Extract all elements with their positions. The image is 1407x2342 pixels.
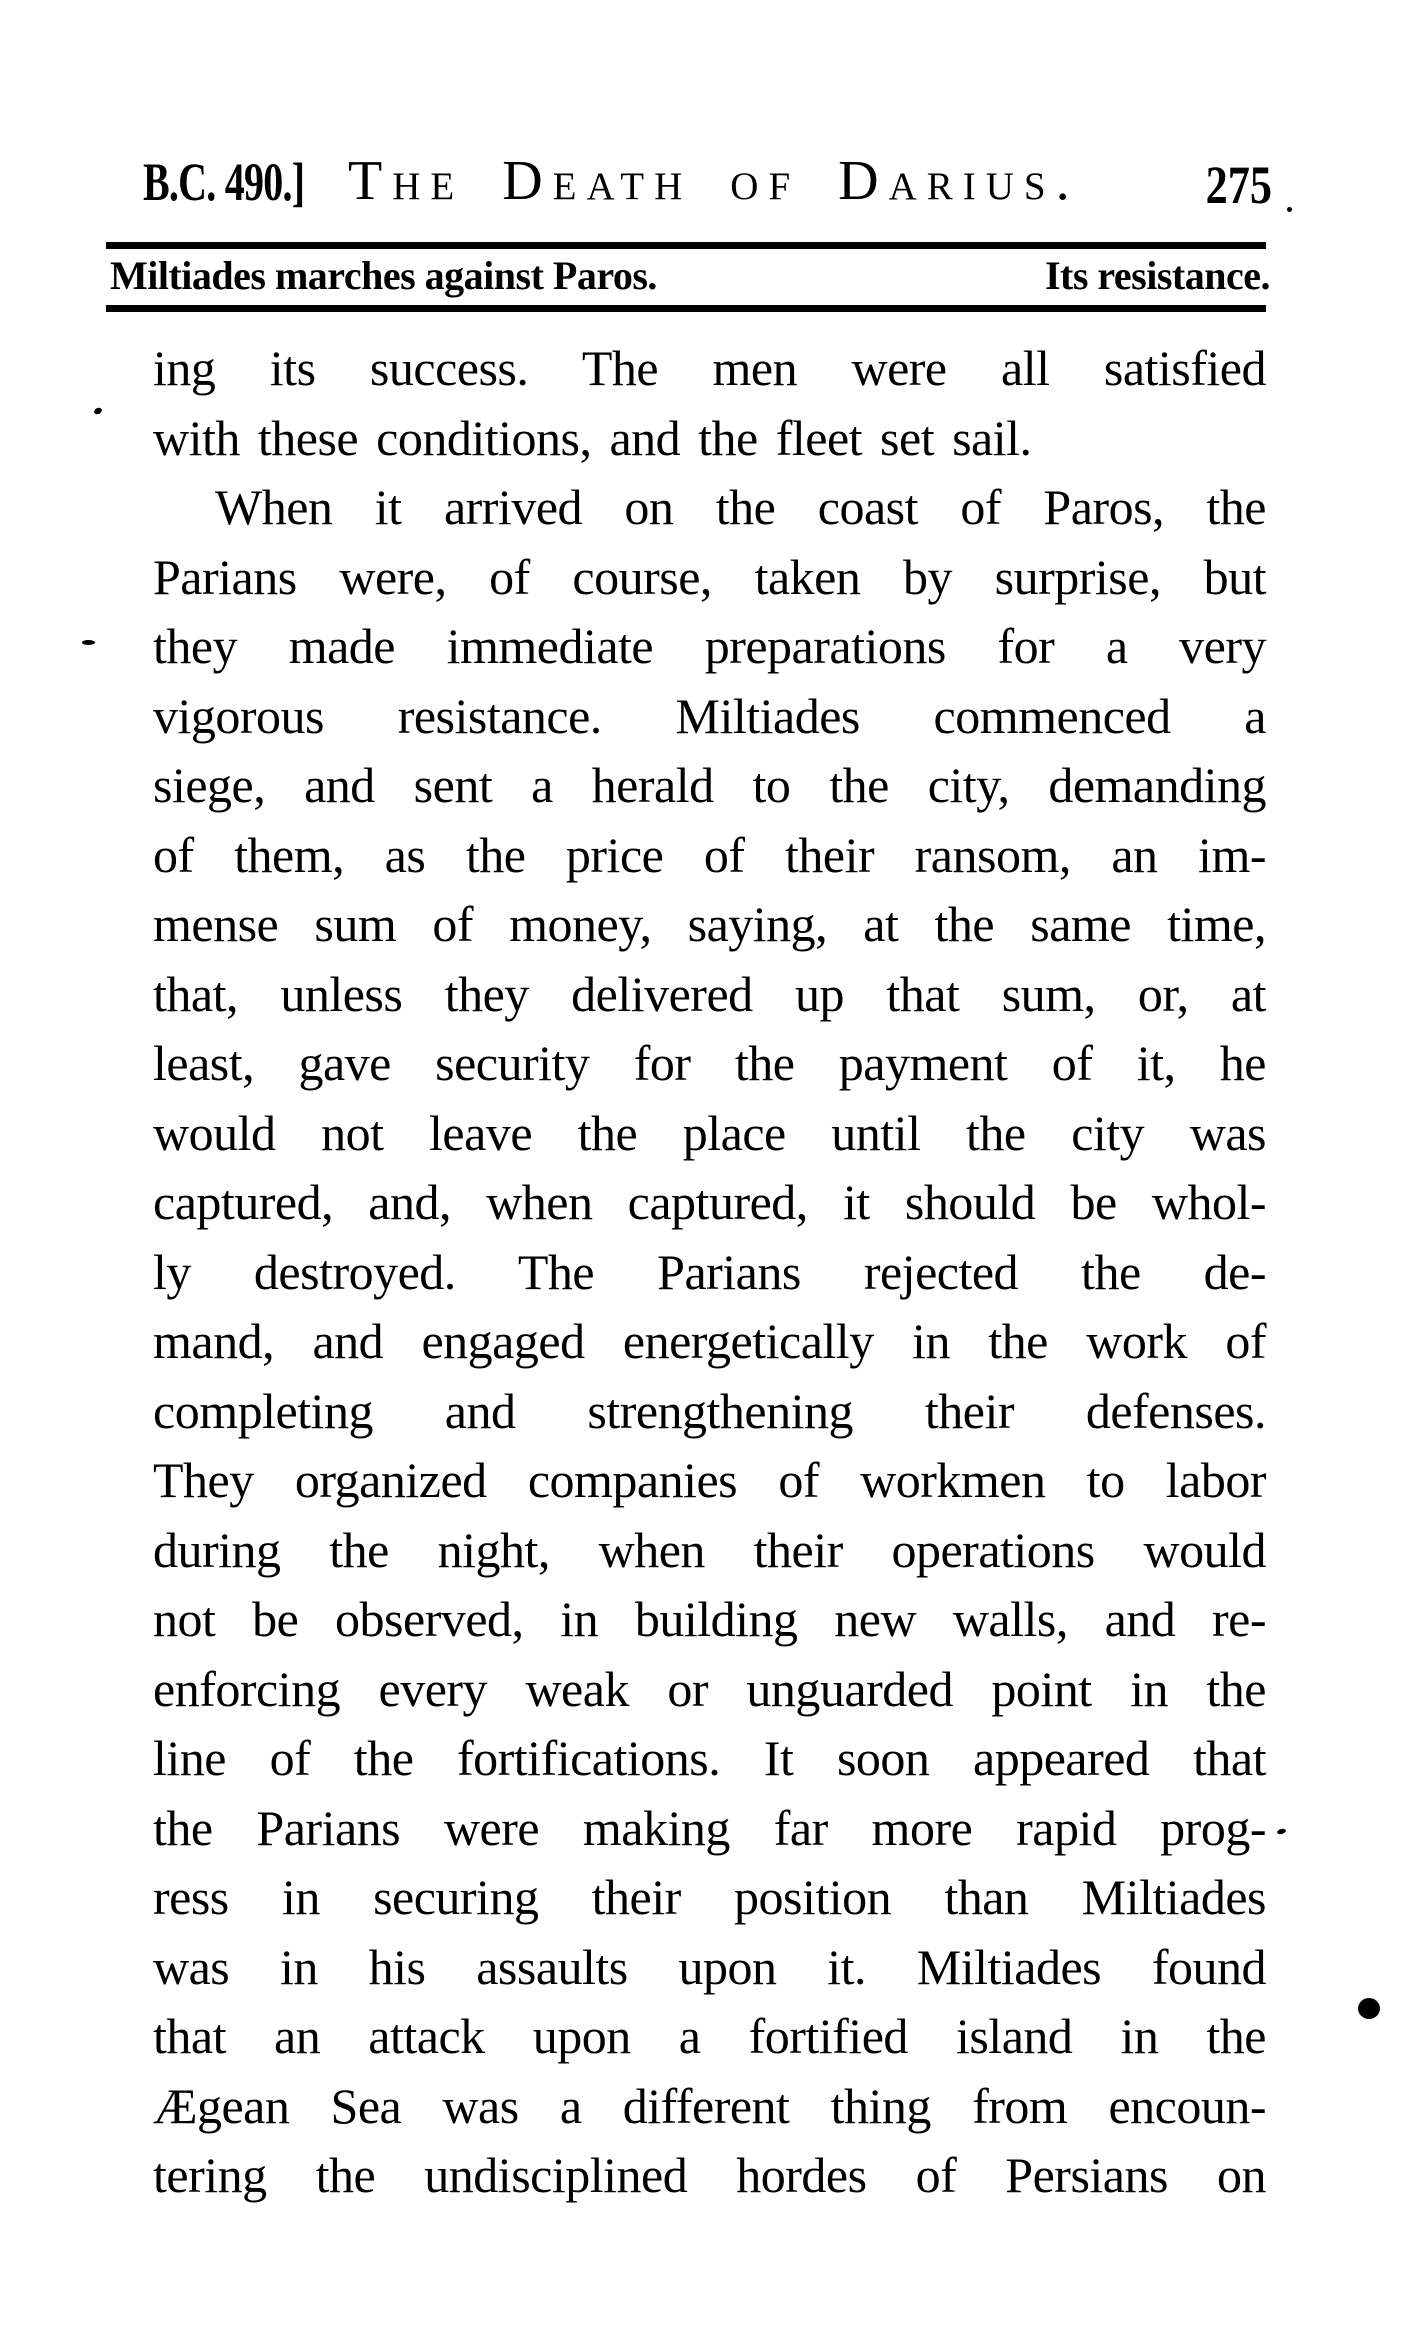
header-rule-bottom <box>106 305 1266 312</box>
text-line: was in his assaults upon it. Miltiades found <box>153 1938 1266 1995</box>
header-rule-top <box>106 242 1266 249</box>
text-line: They organized companies of workmen to labor <box>153 1452 1266 1508</box>
text-line: captured, and, when captured, it should be whol- <box>153 1174 1266 1230</box>
text-line: completing and strengthening their defenses. <box>153 1382 1266 1439</box>
text-line: they made immediate preparations for a very <box>153 618 1266 674</box>
running-head-left: Miltiades marches against Paros. <box>110 253 657 298</box>
text-line: enforcing every weak or unguarded point in the <box>153 1660 1266 1717</box>
text-line: When it arrived on the coast of Paros, the <box>215 479 1266 535</box>
text-line: mense sum of money, saying, at the same time, <box>153 896 1266 952</box>
running-head-right: Its resistance. <box>1044 253 1270 298</box>
text-line: ress in securing their position than Miltiades <box>153 1869 1266 1925</box>
page-title: The Death of Darius. <box>348 150 1080 212</box>
ink-speck <box>93 407 103 416</box>
text-line: during the night, when their operations would <box>153 1521 1266 1578</box>
text-line: not be observed, in building new walls, and re- <box>153 1591 1266 1647</box>
text-line: of them, as the price of their ransom, an im- <box>153 826 1266 883</box>
text-line: Ægean Sea was a different thing from encoun- <box>153 2077 1266 2134</box>
text-line: Parians were, of course, taken by surprise, but <box>153 548 1266 605</box>
ink-speck <box>1358 1998 1380 2019</box>
page-number: 275 <box>1205 155 1272 215</box>
header-era-label: B.C. 490.] <box>143 152 305 212</box>
text-line: would not leave the place until the city was <box>153 1104 1266 1161</box>
ink-speck <box>1277 1828 1287 1835</box>
ink-speck <box>82 640 95 645</box>
text-line: the Parians were making far more rapid prog- <box>153 1799 1266 1856</box>
text-line: that an attack upon a fortified island in the <box>153 2008 1266 2064</box>
text-line: ly destroyed. The Parians rejected the de- <box>153 1243 1266 1300</box>
text-line: ing its success. The men were all satisfied <box>153 340 1266 396</box>
text-line: vigorous resistance. Miltiades commenced a <box>153 687 1266 744</box>
text-line: line of the fortifications. It soon appeared that <box>153 1730 1266 1786</box>
text-line: siege, and sent a herald to the city, demanding <box>153 757 1266 813</box>
text-line: least, gave security for the payment of it, he <box>153 1035 1266 1091</box>
text-line: mand, and engaged energetically in the work of <box>153 1313 1266 1369</box>
body-text-lines <box>153 334 1266 2211</box>
text-line: tering the undisciplined hordes of Persians on <box>153 2147 1266 2203</box>
text-line: that, unless they delivered up that sum, or, at <box>153 965 1266 1022</box>
text-line: with these conditions, and the fleet set sail. <box>153 409 1032 466</box>
ink-speck <box>1287 207 1292 212</box>
